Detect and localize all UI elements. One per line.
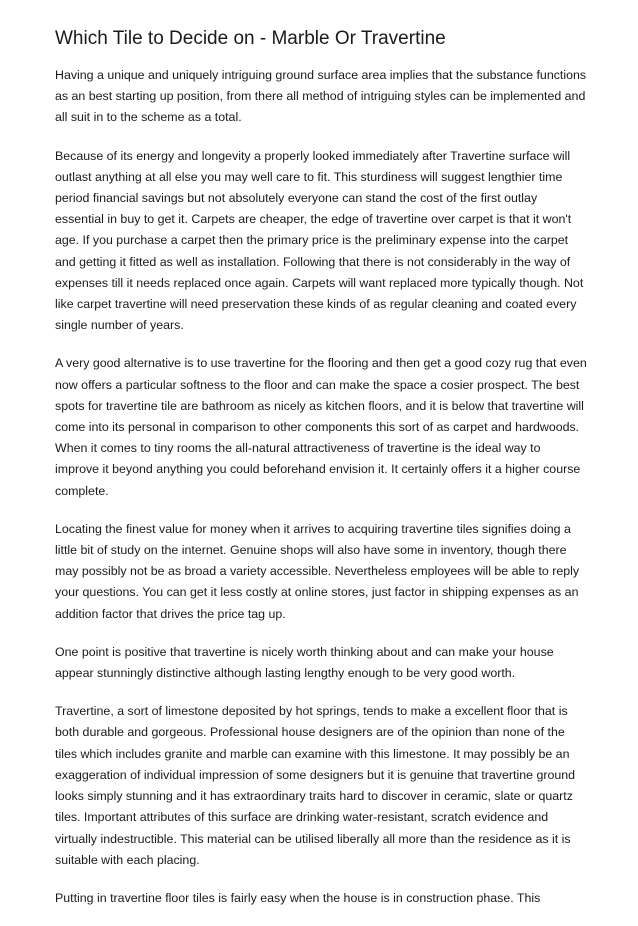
page-title: Which Tile to Decide on - Marble Or Travertine — [55, 28, 446, 49]
document-page — [55, 26, 587, 926]
paragraph-5: One point is positive that travertine is nicely worth thinking about and can make your house appear stunningly distinctive although lasting lengthy enough to be very good worth. — [55, 644, 554, 681]
paragraph-1: Having a unique and uniquely intriguing ground surface area implies that the substance functions as an best starting up position, from there all method of intriguing styles can be implemented and all suit in to the scheme as a total. — [55, 68, 587, 125]
paragraph-4: Locating the finest value for money when it arrives to acquiring travertine tiles signifies doing a little bit of study on the internet. Genuine shops will also have some in inventory, though there may possibly not be as broad a variety accessible. Nevertheless employees will be able to reply your questions. You can get it less costly at online stores, just factor in shipping expenses as an addition factor that drives the price tag up. — [55, 521, 580, 621]
paragraph-6: Travertine, a sort of limestone deposited by hot springs, tends to make a excellent floor that is both durable and gorgeous. Professional house designers are of the opinion than none of the tiles which includes granite and marble can examine with this limestone. It may possibly be an exaggeration of individual impression of some designers but it is genuine that travertine ground looks simply stunning and it has extraordinary traits hard to discover in ceramic, slate or quartz tiles. Important attributes of this surface are drinking water-resistant, scratch evidence and virtually indestructible. This material can be utilised liberally all more than the residence as it is suitable with each placing. — [55, 704, 576, 867]
paragraph-2: Because of its energy and longevity a properly looked immediately after Travertine surface will outlast anything at all else you may well care to fit. This sturdiness will suggest lengthier time period financial savings but not absolutely everyone can stand the cost of the first outlay essential in buy to get it. Carpets are cheaper, the edge of travertine over carpet is that it won't age. If you purchase a carpet then the primary price is the preliminary expense into the carpet and getting it fitted as well as installation. Following that there is not considerably in the way of expenses till it needs replaced once again. Carpets will want replaced more typically though. Not like carpet travertine will need preservation these kinds of as regular cleaning and coated every single number of years. — [55, 148, 584, 333]
paragraph-3: A very good alternative is to use travertine for the flooring and then get a good cozy rug that even now offers a particular softness to the floor and can make the space a cosier prospect. The best spots for travertine tile are bathroom as nicely as kitchen floors, and it is below that travertine will come into its personal in comparison to other components this sort of as carpet and hardwoods. When it comes to tiny rooms the all-natural attractiveness of travertine is the ideal way to improve it beyond anything you could beforehand envision it. It certainly offers it a higher course complete. — [55, 356, 587, 498]
paragraph-7: Putting in travertine floor tiles is fairly easy when the house is in construction phase. This — [55, 890, 541, 905]
